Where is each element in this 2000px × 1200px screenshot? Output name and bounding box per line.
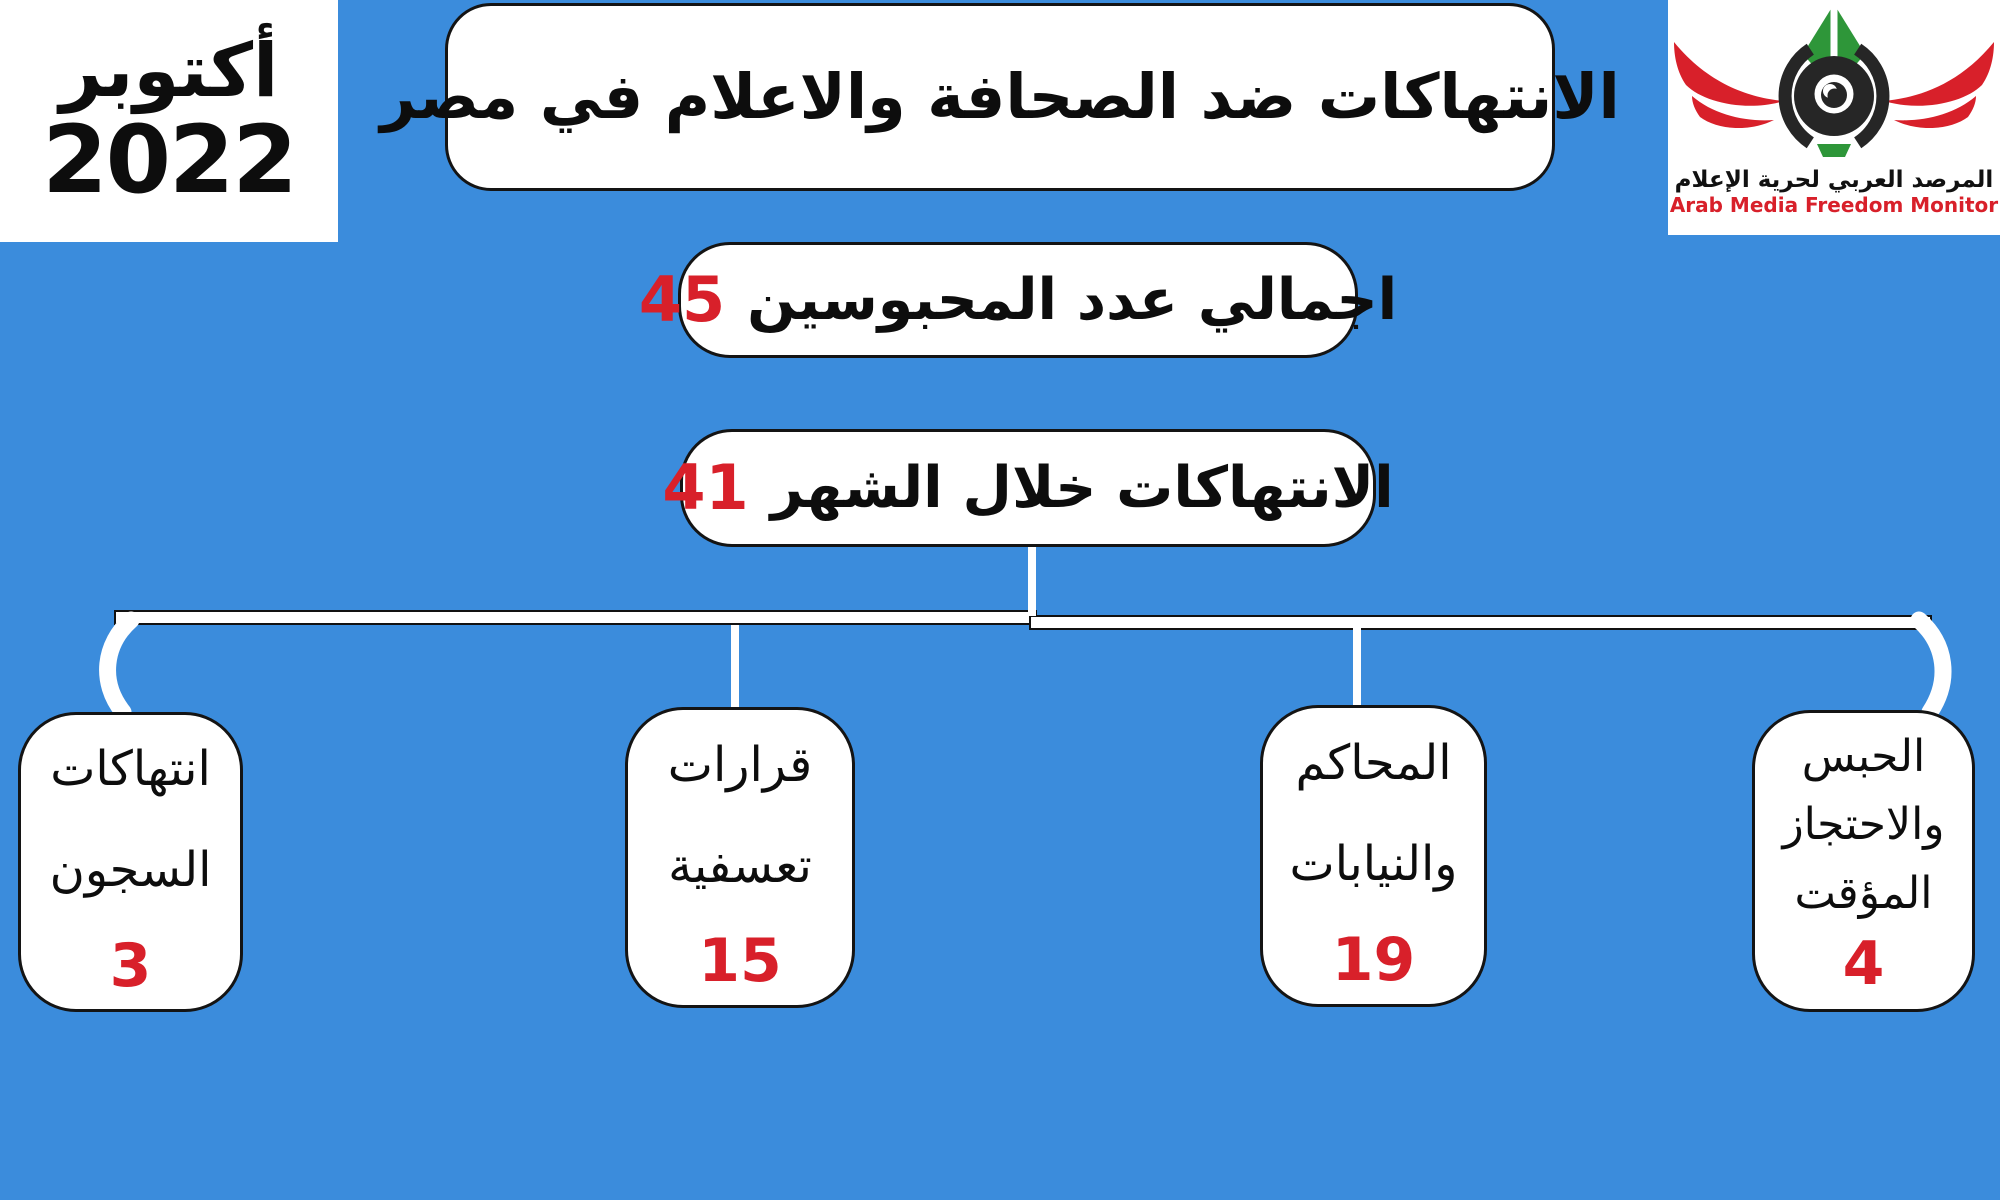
category-label-line: والاحتجاز — [1782, 799, 1945, 851]
category-value: 3 — [109, 930, 152, 1001]
total-detained-label: اجمالي عدد المحبوسين — [747, 266, 1398, 333]
main-title: الانتهاكات ضد الصحافة والاعلام في مصر — [380, 60, 1620, 133]
category-value: 19 — [1331, 924, 1416, 995]
month-violations-box — [662, 429, 1394, 547]
org-logo — [1668, 0, 2000, 235]
category-value: 15 — [698, 926, 782, 997]
tree-curve-left — [108, 620, 131, 712]
tree-curve-right — [1919, 620, 1943, 712]
date-year: 2022 — [42, 106, 296, 215]
tree-drop-category-3 — [1353, 625, 1361, 708]
month-violations-label: الانتهاكات خلال الشهر — [770, 454, 1394, 521]
tree-drop-category-2 — [731, 625, 739, 710]
tree-bar-right — [1030, 616, 1931, 629]
total-detained-value: 45 — [638, 263, 726, 336]
date-month: أكتوبر — [59, 28, 279, 114]
category-box-courts-prosecutions — [1260, 705, 1487, 1007]
category-label-line: انتهاكات — [50, 741, 211, 798]
category-label-line: والنيابات — [1289, 836, 1458, 892]
category-box-arbitrary-decisions — [625, 707, 855, 1008]
org-name-arabic: المرصد العربي لحرية الإعلام — [1674, 167, 1994, 193]
category-value: 4 — [1842, 928, 1885, 999]
tree-bar-left — [115, 611, 1036, 624]
main-title-box — [380, 3, 1620, 191]
category-label-line: المؤقت — [1794, 867, 1933, 919]
month-violations-value: 41 — [662, 451, 749, 524]
category-label-line: الحبس — [1801, 731, 1926, 783]
category-label-line: السجون — [49, 842, 212, 898]
org-logo-emblem-icon — [1668, 0, 2000, 166]
category-box-temporary-detention — [1752, 710, 1975, 1012]
tree-drop-root — [1028, 546, 1036, 616]
category-label-line: المحاكم — [1295, 735, 1452, 792]
category-label-line: قرارات — [667, 736, 813, 793]
total-detained-box — [638, 242, 1398, 358]
date-badge — [0, 0, 338, 242]
org-name-english: Arab Media Freedom Monitor — [1669, 193, 1999, 218]
category-label-line: تعسفية — [668, 837, 812, 894]
category-box-prison-violations — [18, 712, 243, 1012]
